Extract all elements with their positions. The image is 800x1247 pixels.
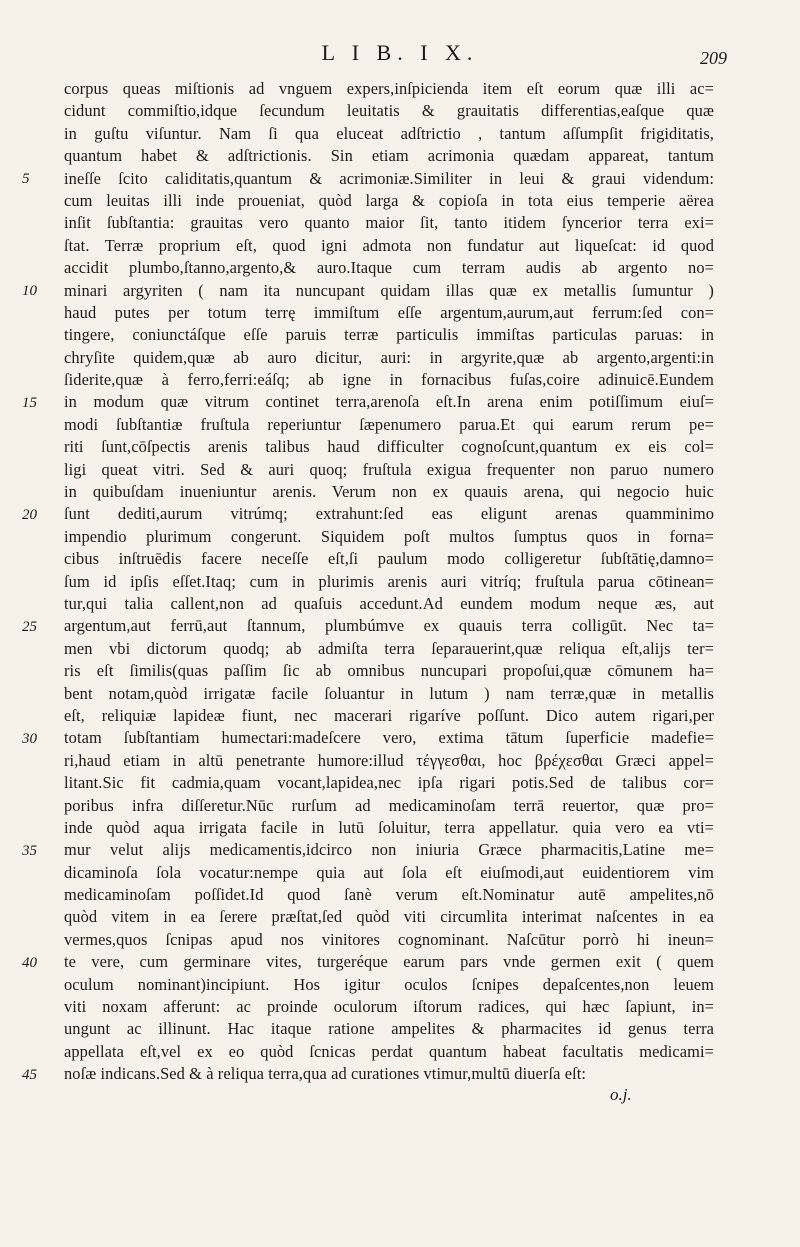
text-line: in quibuſdam inueniuntur arenis. Verum non ex quauis arena, qui negocio huic	[64, 482, 714, 502]
text-line: mur velut alijs medicamentis,idcirco non iniuria Græce pharmacitis,Latine me=	[64, 840, 714, 860]
text-line: viti noxam afferunt: ac proinde oculorum iſtorum radices, qui hæc ſapiunt, in=	[64, 997, 714, 1017]
text-line: haud putes per totum terrę immiſtum eſſe argentum,aurum,aut ferrum:ſed con=	[64, 302, 714, 322]
running-title: L I B. I X.	[321, 40, 479, 65]
page-number: 209	[700, 48, 727, 68]
text-line: riti ſunt,cōſpectis arenis talibus haud difficulter cognoſcunt,quantum ex eis col=	[64, 437, 714, 457]
text-line: quòd vitem in ea ſerere præſtat,ſed quòd viti circumlita interimat naſcentes in ea	[64, 907, 714, 927]
text-line: bent notam,quòd irrigatæ facile ſoluantur in lutum ) nam terræ,quæ in metallis	[64, 683, 714, 703]
text-line: argentum,aut ferrū,aut ſtannum, plumbúmve ex quauis terra colligūt. Nec ta=	[64, 616, 714, 636]
margin-line-number: 35	[22, 842, 37, 859]
text-line: in guſtu viſuntur. Nam ſi qua eluceat adſtrictio , tantum aſſumpſit frigiditatis,	[64, 123, 714, 143]
text-line: noſæ indicans.Sed & à reliqua terra,qua ad curationes vtimur,multū diuerſa eſt:	[64, 1064, 587, 1084]
text-line: appellata eſt,vel ex eo quòd ſcnicas perdat quantum habeat facultatis medicami=	[64, 1041, 714, 1061]
text-line: ſiderite,quæ à ferro,ferri:eáſq; ab igne in fornacibus fuſas,coire adinuicē.Eundem	[64, 370, 714, 390]
text-line: in modum quæ vitrum continet terra,arenoſa eſt.In arena enim potiſſimum eiuſ=	[64, 392, 714, 412]
text-line: medicaminoſam poſſidet.Id quod ſanè verum eſt.Nominatur autē ampelites,nō	[64, 885, 714, 905]
text-line: quantum habet & adſtrictionis. Sin etiam acrimonia quædam appareat, tantum	[64, 146, 714, 166]
margin-line-number: 45	[22, 1066, 37, 1083]
text-line: litant.Sic fit cadmia,quam vocant,lapidea,nec ipſa rigari potis.Sed de talibus cor=	[64, 773, 714, 793]
text-line: chryſite quidem,quæ ab auro dicitur, auri: in argyrite,quæ ab argento,argenti:in	[64, 347, 714, 367]
margin-line-number: 10	[22, 282, 37, 299]
text-line: totam ſubſtantiam humectari:madeſcere vero, extima tātum ſuperficie madefie=	[64, 728, 714, 748]
text-line: oculum nominant)incipiunt. Hos igitur oculos ſcnipes depaſcentes,non leuem	[64, 974, 714, 994]
text-line: cibus inſtruēdis facere neceſſe eſt,ſi paulum modo colligeretur ſubſtātię,damno=	[64, 549, 714, 569]
text-line: tur,qui talia callent,non ad quaſuis accedunt.Ad eundem modum neque æs, aut	[64, 593, 714, 613]
text-line: men vbi dictorum quodq; ab admiſta terra ſeparauerint,quæ reliqua eſt,alijs ter=	[64, 638, 714, 658]
text-line: poribus infra diſſeretur.Nūc rurſum ad medicaminoſam terrā reuertor, quæ pro=	[64, 795, 714, 815]
margin-line-number: 15	[22, 394, 37, 411]
margin-line-number: 20	[22, 506, 37, 523]
margin-line-number: 30	[22, 730, 37, 747]
text-line: ineſſe ſcito caliditatis,quantum & acrimoniæ.Similiter in leui & graui videndum:	[64, 168, 714, 188]
text-line: minari argyriten ( nam ita nuncupant quidam illas quæ ex metallis ſumuntur )	[64, 280, 714, 300]
text-line: inde quòd aqua irrigata facile in lutū ſoluitur, terra appellatur. quia vero ea vti=	[64, 817, 714, 837]
text-line: ligi queat vitri. Sed & auri quoq; fruſtula exigua frequenter non paruo numero	[64, 459, 714, 479]
text-line: accidit plumbo,ſtanno,argento,& auro.Itaque cum terram audis ab argento no=	[64, 258, 714, 278]
text-line: inſit ſubſtantia: grauitas vero quanto maior ſit, tanto itidem ſyncerior terra exi=	[64, 213, 714, 233]
text-line: cum leuitas illi inde proueniat, quòd larga & copioſa in tota eius temperie aërea	[64, 190, 714, 210]
text-line: cidunt commiſtio,idque ſecundum leuitatis & grauitatis differentias,eaſque quæ	[64, 101, 714, 121]
text-line: tingere, coniunctáſque eſſe paruis terræ particulis immiſtas particulas paruas: in	[64, 325, 714, 345]
text-line: ſunt dediti,aurum vitrúmq; extrahunt:ſed eas eligunt arenas quamminimo	[64, 504, 714, 524]
margin-line-number: 5	[22, 170, 30, 187]
text-line: impendio plurimum congerunt. Siquidem poſt multos ſumptus quos in forna=	[64, 526, 714, 546]
text-line: te vere, cum germinare vites, turgeréque earum pars vnde germen exit ( quem	[64, 952, 714, 972]
margin-line-number: 40	[22, 954, 37, 971]
margin-line-number: 25	[22, 618, 37, 635]
text-line: vermes,quos ſcnipas apud nos vinitores cognominant. Naſcūtur porrò hi ineun=	[64, 929, 714, 949]
text-line: eſt, reliquiæ lapideæ fiunt, nec macerari rigaríve poſſunt. Dico autem rigari,per	[64, 705, 714, 725]
catchword: o.j.	[610, 1085, 632, 1104]
text-line: ris eſt ſimilis(quas paſſim ſic ab omnibus nuncupari propoſui,quæ cōmunem ha=	[64, 661, 714, 681]
text-line: dicaminoſa ſola vocatur:nempe quia aut ſola eſt eiuſmodi,aut euidentiorem vim	[64, 862, 714, 882]
text-line: modi ſubſtantiæ fruſtula reperiuntur ſæpenumero parua.Et qui earum rerum pe=	[64, 414, 714, 434]
text-line: ungunt ac illinunt. Hac itaque ratione ampelites & pharmacites id genus terra	[64, 1019, 714, 1039]
text-line: ſtat. Terræ proprium eſt, quod igni admota non fundatur aut liqueſcat: id quod	[64, 235, 714, 255]
body-text	[64, 78, 714, 1086]
text-line: ſum id ipſis eſſet.Itaq; cum in plurimis arenis auri vitríq; fruſtula parua cōtinean=	[64, 571, 714, 591]
text-line: ri,haud etiam in altū penetrante humore:illud τέγγεσθαι, hoc βρέχεσθαι Græci appel=	[64, 750, 714, 770]
text-line: corpus queas miſtionis ad vnguem expers,inſpicienda item eſt eorum quæ illi ac=	[64, 79, 714, 98]
